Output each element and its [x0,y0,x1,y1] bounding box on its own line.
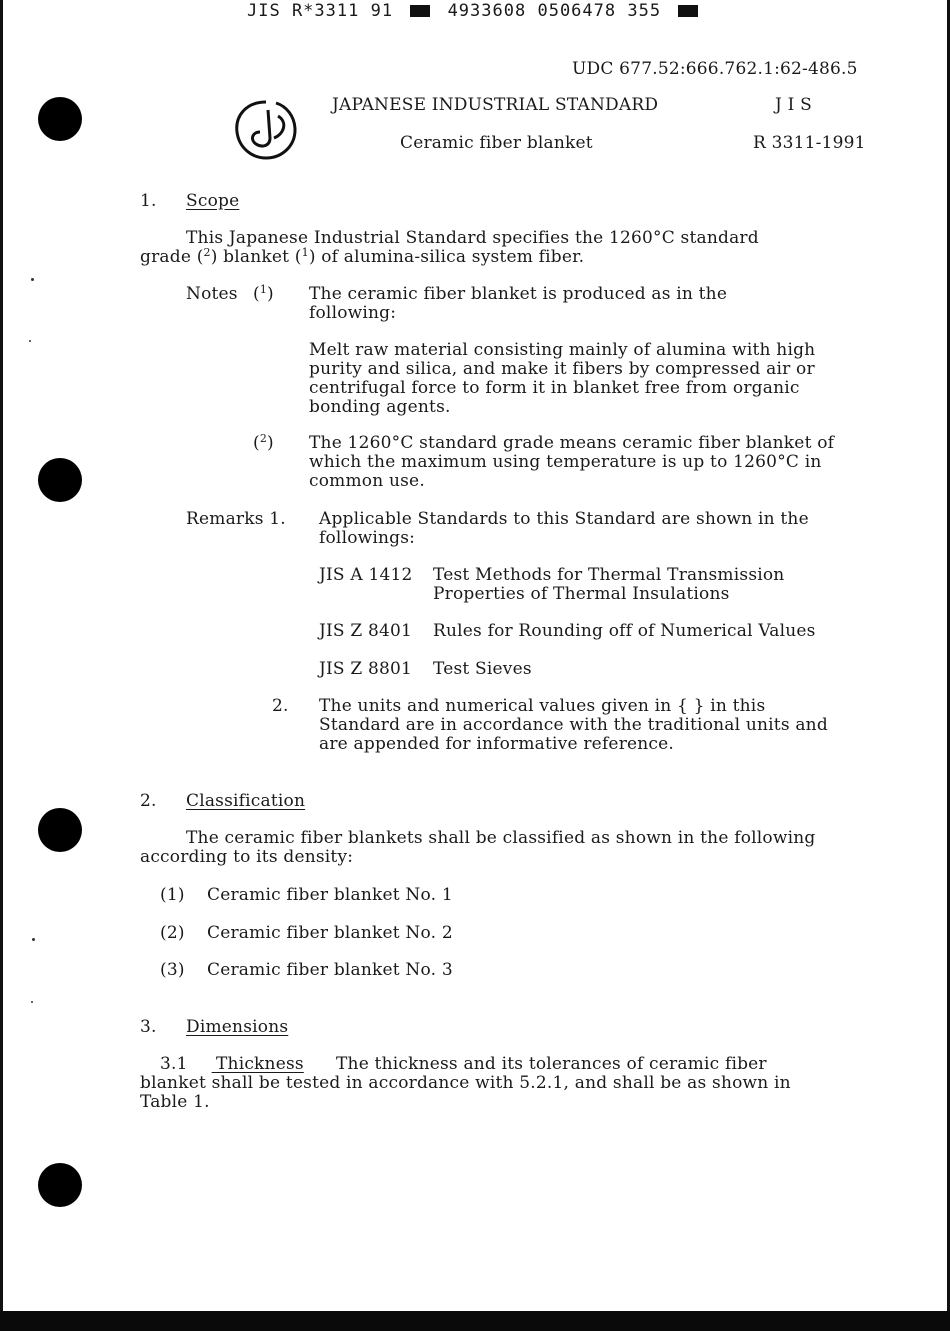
scan-header-code: JIS R*3311 91 [247,1,394,21]
section-2-number: 2. [140,791,157,811]
scan-header-barcode-c: 355 [627,1,662,21]
note-2-marker: ($^2$) [253,432,274,453]
reference-title: Test Methods for Thermal Transmission Properties of Thermal Insulations [433,565,785,604]
scan-header [247,2,698,21]
list-item: Ceramic fiber blanket No. 2 [207,923,453,943]
reference-code: JIS Z 8801 [319,659,413,679]
binder-hole [38,1163,82,1207]
note-1-text: The ceramic fiber blanket is produced as in the following: [309,284,728,323]
scan-header-barcode-b: 0506478 [537,1,617,21]
binder-hole [38,808,82,852]
barcode-mark [410,5,430,17]
scan-speck [32,938,35,941]
udc-classification: UDC 677.52:666.762.1:62-486.5 [572,59,858,79]
remark-2-text: The units and numerical values given in { } in this Standard are in accordance with the traditional units and are appended for informative reference. [319,696,828,754]
scan-header-barcode-a: 4933608 [447,1,527,21]
subsection-3-1-title: Thickness [216,1054,304,1074]
scan-speck [29,340,31,342]
standard-number: R 3311-1991 [753,133,866,153]
list-item-number: (1) [160,885,185,905]
note-1-marker: ($^1$) [253,283,274,304]
scope-line-2: grade ($^2$) blanket ($^1$) of alumina-silica system fiber. [140,246,585,267]
remark-1-text: Applicable Standards to this Standard are shown in the followings: [319,509,809,548]
list-item: Ceramic fiber blanket No. 1 [207,885,453,905]
jis-mark-logo [232,98,300,162]
jis-label: J I S [775,95,812,115]
section-2-title: Classification [186,791,306,811]
remarks-label: Remarks 1. [186,509,286,529]
note-1-description: Melt raw material consisting mainly of alumina with high purity and silica, and make it fibers by compressed air or centrifugal force to form it in blanket free from organic bonding agents. [309,340,816,417]
scan-speck [31,1001,33,1003]
thickness-line-2: blanket shall be tested in accordance with 5.2.1, and shall be as shown in [140,1073,791,1093]
document-subject: Ceramic fiber blanket [400,133,593,153]
remark-2-number: 2. [272,696,289,716]
scan-speck [31,278,34,281]
reference-code: JIS Z 8401 [319,621,413,641]
scan-left-edge [0,0,3,1331]
thickness-line-1: The thickness and its tolerances of ceramic fiber [336,1054,767,1074]
standard-title: JAPANESE INDUSTRIAL STANDARD [332,95,659,115]
notes-label: Notes [186,284,238,304]
section-1-number: 1. [140,191,157,211]
scan-bottom-edge [0,1311,950,1331]
classification-line-1: The ceramic fiber blankets shall be classified as shown in the following [186,828,816,848]
subsection-3-1-number: 3.1 [160,1054,188,1074]
list-item: Ceramic fiber blanket No. 3 [207,960,453,980]
list-item-number: (3) [160,960,185,980]
scope-line-1: This Japanese Industrial Standard specifies the 1260°C standard [186,228,759,248]
classification-line-2: according to its density: [140,847,354,867]
section-1-title: Scope [186,191,240,211]
note-2-text: The 1260°C standard grade means ceramic fiber blanket of which the maximum using temperature is up to 1260°C in common use. [309,433,835,491]
section-3-title: Dimensions [186,1017,289,1037]
section-3-number: 3. [140,1017,157,1037]
list-item-number: (2) [160,923,185,943]
thickness-line-3: Table 1. [140,1092,210,1112]
reference-code: JIS A 1412 [319,565,413,585]
binder-hole [38,458,82,502]
barcode-mark [678,5,698,17]
reference-title: Test Sieves [433,659,532,679]
binder-hole [38,97,82,141]
reference-title: Rules for Rounding off of Numerical Values [433,621,816,641]
